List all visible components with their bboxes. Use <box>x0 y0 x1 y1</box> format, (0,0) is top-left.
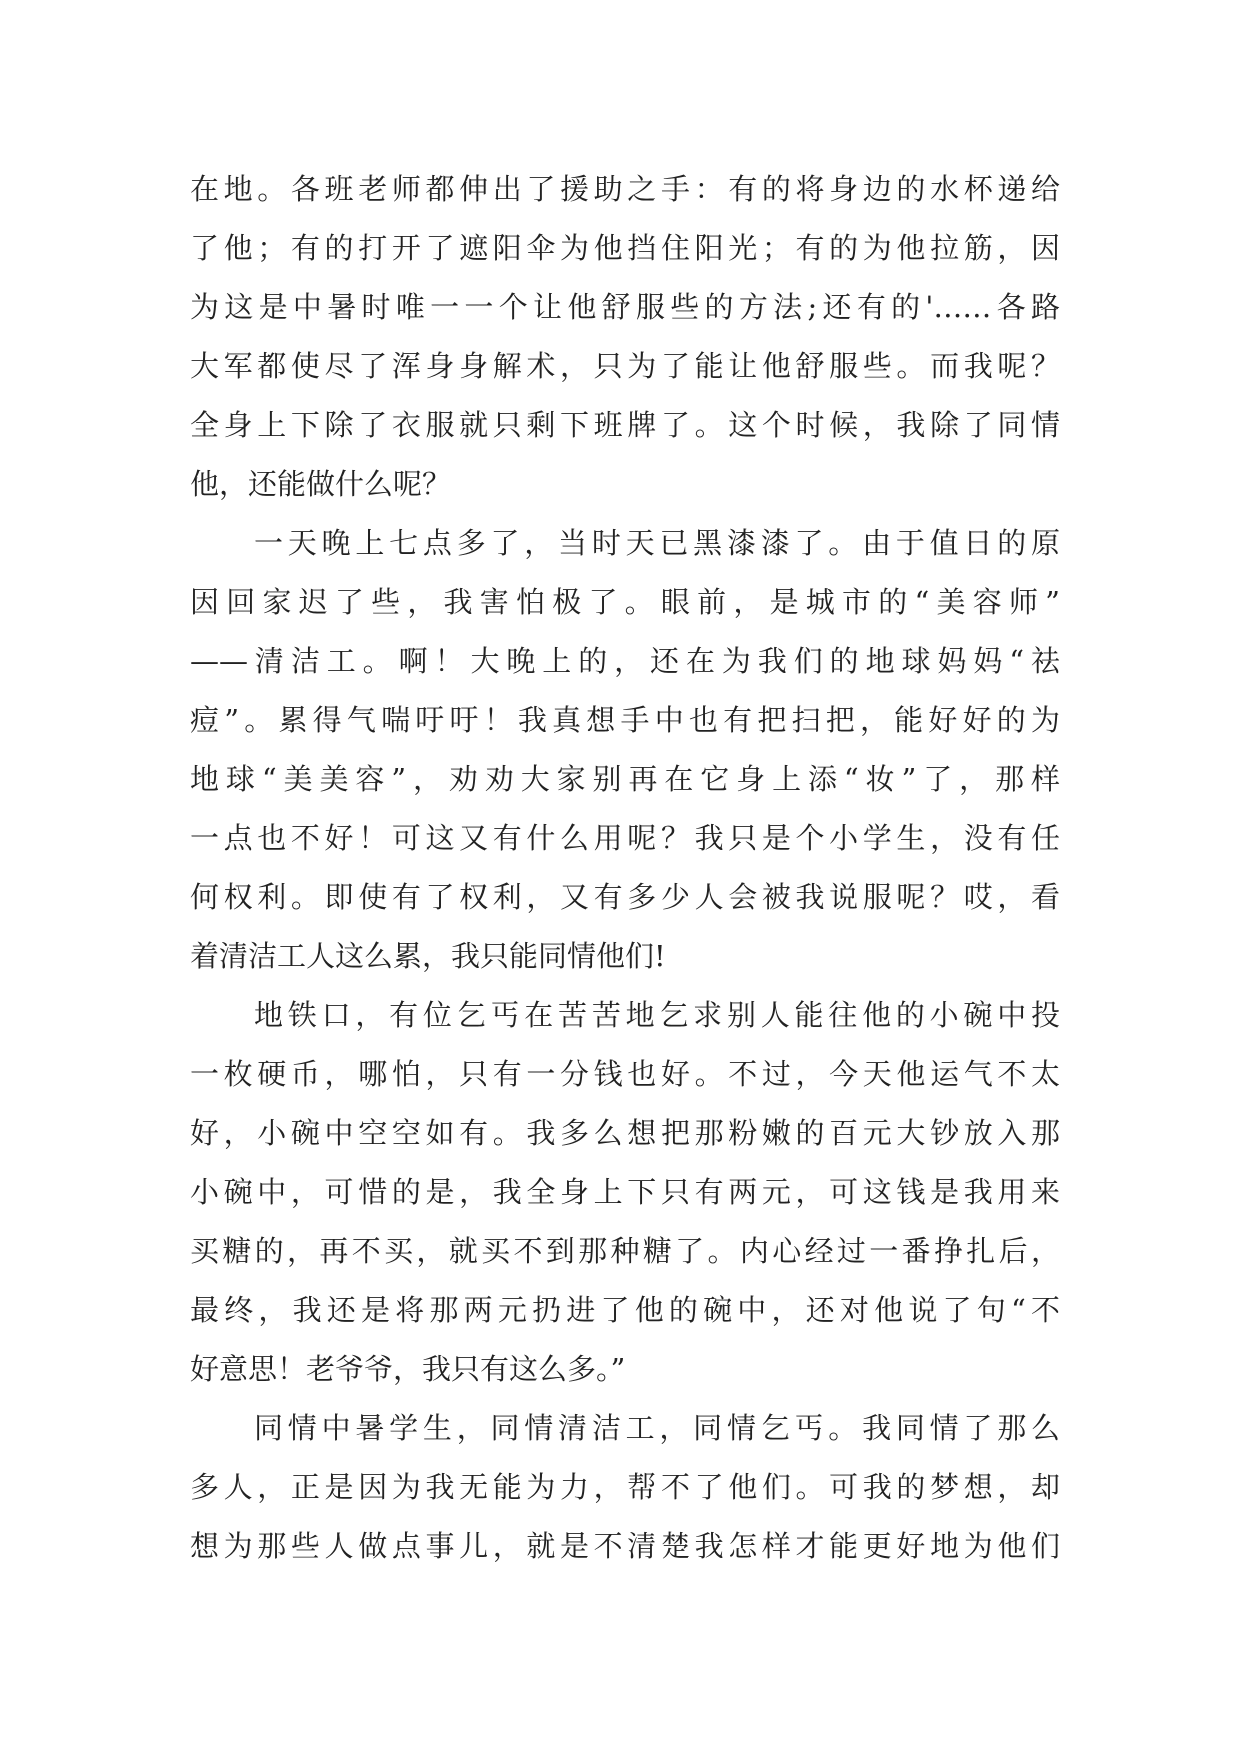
text-line: 为这是中暑时唯一一个让他舒服些的方法;还有的'……各路 <box>190 290 1060 324</box>
text-line: 因回家迟了些，我害怕极了。眼前，是城市的“美容师” <box>190 585 1060 619</box>
text-line: 痘”。累得气喘吁吁！我真想手中也有把扫把，能好好的为 <box>190 703 1060 737</box>
text-line: 着清洁工人这么累，我只能同情他们! <box>190 939 666 973</box>
text-line: 好，小碗中空空如有。我多么想把那粉嫩的百元大钞放入那 <box>190 1116 1060 1150</box>
text-line: 何权利。即使有了权利，又有多少人会被我说服呢？哎，看 <box>190 880 1060 914</box>
essay-body <box>190 160 1060 1576</box>
text-line: 大军都使尽了浑身身解术，只为了能让他舒服些。而我呢？ <box>190 349 1060 383</box>
paragraph-first-line: 地铁口，有位乞丐在苦苦地乞求别人能往他的小碗中投 <box>254 998 1060 1032</box>
paragraph-first-line: 一天晚上七点多了，当时天已黑漆漆了。由于值日的原 <box>254 526 1060 560</box>
text-line: 一点也不好！可这又有什么用呢？我只是个小学生，没有任 <box>190 821 1060 855</box>
text-line: 一枚硬币，哪怕，只有一分钱也好。不过，今天他运气不太 <box>190 1057 1060 1091</box>
text-line: 小碗中，可惜的是，我全身上下只有两元，可这钱是我用来 <box>190 1175 1060 1209</box>
text-line: 想为那些人做点事儿，就是不清楚我怎样才能更好地为他们 <box>190 1529 1060 1563</box>
text-line: 地球“美美容”，劝劝大家别再在它身上添“妆”了，那样 <box>190 762 1060 796</box>
text-line: 多人，正是因为我无能为力，帮不了他们。可我的梦想，却 <box>190 1470 1060 1504</box>
text-line: 全身上下除了衣服就只剩下班牌了。这个时候，我除了同情 <box>190 408 1060 442</box>
paragraph-first-line: 同情中暑学生，同情清洁工，同情乞丐。我同情了那么 <box>254 1411 1060 1445</box>
text-line: 最终，我还是将那两元扔进了他的碗中，还对他说了句“不 <box>190 1293 1060 1327</box>
text-line: 买糖的，再不买，就买不到那种糖了。内心经过一番挣扎后， <box>190 1234 1060 1268</box>
text-line: 他，还能做什么呢？ <box>190 467 452 501</box>
text-line: 在地。各班老师都伸出了援助之手：有的将身边的水杯递给 <box>190 172 1060 206</box>
text-line: 好意思！老爷爷，我只有这么多。” <box>190 1352 626 1386</box>
text-line: ——清洁工。啊！大晚上的，还在为我们的地球妈妈“祛 <box>190 644 1060 678</box>
text-line: 了他；有的打开了遮阳伞为他挡住阳光；有的为他拉筋，因 <box>190 231 1060 265</box>
